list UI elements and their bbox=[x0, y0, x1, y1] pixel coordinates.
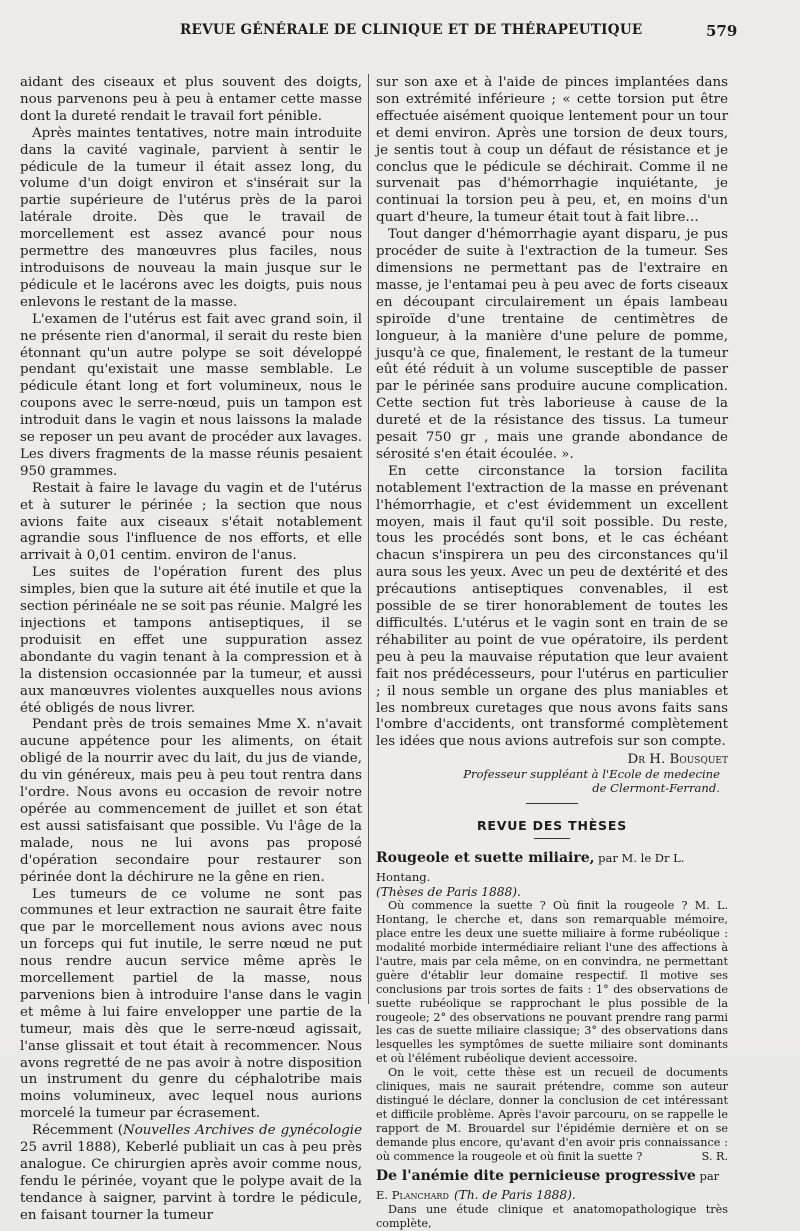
left-column bbox=[20, 75, 362, 1225]
review-byline: par E. bbox=[376, 1169, 720, 1203]
review-title: Rougeole et suette miliaire, bbox=[376, 850, 595, 867]
paragraph: Les suites de l'opération furent des plus simples, bien que la suture ait été inutile et que la section périnéale ne se soit pas réunie. Malgré les injections et tampons antiseptiques, il se produisit en effet une suppuration assez abondante du vagin tenant à la compression et à la distension occasionnée par la tumeur, et aussi aux manœuvres violentes auxquelles nous avions été obligés de nous livrer. bbox=[20, 565, 362, 716]
review-source: (Th. de Paris 1888). bbox=[453, 1188, 576, 1203]
page-number: 579 bbox=[706, 22, 738, 40]
paragraph: Tout danger d'hémorrhagie ayant disparu, je pus procéder de suite à l'extraction de la tumeur. Ses dimensions ne permettant pas de l'extraire en masse, je l'entamai peu à peu avec de forts ciseaux en découpant circulairement un épais lambeau spiroïde d'une trentaine de centimètres de longueur, à la manière d'une pelure de pomme, jusqu'à ce que, finalement, le restant de la tumeur eût été réduit à un volume susceptible de passer par le périnée sans produire aucune complication. Cette section fut très laborieuse à cause de la dureté et de la résistance des tissus. La tumeur pesait 750 gr , mais une grande abondance de sérosité s'en était écoulée. ». bbox=[376, 227, 728, 462]
section-title: REVUE DES THÈSES bbox=[476, 818, 628, 834]
thesis-review bbox=[376, 1165, 728, 1231]
author-name: Dr H. Bousquet bbox=[627, 752, 728, 768]
running-header bbox=[0, 22, 800, 44]
review-initials: S. R. bbox=[701, 1149, 728, 1163]
author-signature bbox=[376, 751, 728, 768]
review-heading bbox=[376, 847, 728, 899]
paragraph: aidant des ciseaux et plus souvent des doigts, nous parvenons peu à peu à entamer cette masse dont la dureté rendait le travail fort pénible. bbox=[20, 75, 362, 124]
text-run: Récemment ( bbox=[32, 1123, 123, 1139]
thesis-review bbox=[376, 847, 728, 1163]
affiliation-line: Professeur suppléant à l'Ecole de medecine bbox=[463, 767, 720, 782]
paragraph bbox=[376, 1066, 728, 1163]
author-affiliation bbox=[376, 768, 728, 795]
paragraph bbox=[20, 1123, 362, 1224]
paragraph: En cette circonstance la torsion facilita notablement l'extraction de la masse en prévenant l'hémorrhagie, et c'est évidemment un excellent moyen, mais il faut qu'il soit possible. Du reste, tous les procédés sont bons, et le cas échéant chacun s'inspirera un peu des circonstances qu'il aura sous les yeux. Avec un peu de dextérité et des précautions antiseptiques convenables, il est possible de se tirer honorablement de toutes les difficultés. L'utérus et le vagin sont en train de se réhabiliter au point de vue opératoire, ils perdent peu à peu la mauvaise réputation que leur avaient fait nos prédécesseurs, pour l'utérus en particulier ; il nous semble un organe des plus maniables et les nombreux curetages que nous avons faits sans l'ombre d'accidents, ont transformé complètement les idées que nous avions autrefois sur son compte. bbox=[376, 463, 728, 750]
paragraph: Dans une étude clinique et anatomopathologique très complète, bbox=[376, 1203, 728, 1231]
ornamental-rule bbox=[526, 799, 578, 804]
text-run: On le voit, cette thèse est un recueil de documents cliniques, mais ne saurait prétendre, comme son auteur distingué le déclare, donner la conclusion de cet intéressant et difficile problème. Après l'avoir parcouru, on se rappelle le rapport de M. Brouardel sur l'épidémie dernière et on se demande plus encore, qu'avant d'en avoir pris connaissance : où commence la rougeole et où finit la suette ? bbox=[376, 1066, 728, 1163]
paragraph: Restait à faire le lavage du vagin et de l'utérus et à suturer le périnée ; la section que nous avions faite aux ciseaux s'était notablement agrandie sous l'influence de nos efforts, et elle arrivait à 0,01 centim. environ de l'anus. bbox=[20, 480, 362, 564]
running-title: REVUE GÉNÉRALE DE CLINIQUE ET DE THÉRAPEUTIQUE bbox=[180, 22, 643, 38]
journal-reference: Nouvelles Archives de gynécologie bbox=[123, 1123, 362, 1139]
review-author: Planchard bbox=[391, 1188, 449, 1203]
paragraph: L'examen de l'utérus est fait avec grand soin, il ne présente rien d'anormal, il serait du reste bien étonnant qu'un autre polype se soit développé pendant qu'existait une masse semblable. Le pédicule étant long et fort volumineux, nous le coupons avec le serre-nœud, puis un tampon est introduit dans le vagin et nous laissons la malade se reposer un peu avant de procéder aux lavages. Les divers fragments de la masse réunis pesaient 950 grammes. bbox=[20, 311, 362, 479]
review-title: De l'anémie dite pernicieuse progressive bbox=[376, 1168, 696, 1185]
review-body bbox=[376, 1203, 728, 1231]
text-run: 25 avril 1888), Keberlé publiait un cas à peu près analogue. Ce chirurgien après avoir comme nous, fendu le périnée, voyant que le polype avait de la tendance à saigner, parvint à tordre le pédicule, en faisant tourner la tumeur bbox=[20, 1140, 362, 1223]
paragraph: Les tumeurs de ce volume ne sont pas communes et leur extraction ne saurait être faite que par le morcellement nous avions avec nous un forceps qui fut inutile, le serre nœud ne put nous rendre aucun service même après le morcellement partiel de la masse, nous parvenions bien à introduire l'anse dans le vagin et même à lui faire envelopper une partie de la tumeur, mais dès que le serre-nœud agissait, l'anse glissait et tout était à recommencer. Nous avons regretté de ne pas avoir à notre disposition un instrument du genre du céphalotribe mais moins volumineux, avec lequel nous aurions morcelé la tumeur par écrasement. bbox=[20, 886, 362, 1122]
review-byline: par M. le Dr L. Hontang. bbox=[376, 851, 685, 885]
paragraph: Pendant près de trois semaines Mme X. n'avait aucune appétence pour les aliments, on était obligé de la nourrir avec du lait, du jus de viande, du vin généreux, mais peu à peu tout rentra dans l'ordre. Nous avons eu occasion de revoir notre opérée au commencement de juillet et son état est aussi satisfaisant que possible. Vu l'âge de la malade, nous ne lui avons pas proposé d'opération secondaire pour restaurer son périnée dont la déchirure ne la gêne en rien. bbox=[20, 717, 362, 885]
right-column bbox=[376, 75, 728, 1231]
review-body bbox=[376, 899, 728, 1163]
paragraph: Après maintes tentatives, notre main introduite dans la cavité vaginale, parvient à sentir le pédicule de la tumeur il était assez long, du volume d'un doigt environ et s'insérait sur la partie supérieure de l'utérus près de la paroi latérale droite. Dès que le travail de morcellement est assez avancé pour nous permettre des manœuvres plus faciles, nous introduisons de nouveau la main jusque sur le pédicule et le lacérons avec les doigts, puis nous enlevons le restant de la masse. bbox=[20, 125, 362, 310]
review-heading bbox=[376, 1165, 728, 1203]
paragraph: Où commence la suette ? Où finit la rougeole ? M. L. Hontang, le cherche et, dans son remarquable mémoire, place entre les deux une suette miliaire à forme rubéolique : modalité morbide intermédiaire reliant l'une des affections à l'autre, mais par cela même, on en convindra, ne permettant guère d'établir leur domaine respectif. Il motive ses conclusions par trois sortes de faits : 1° des observations de suette rubéolique se rapprochant le plus possible de la rougeole; 2° des observations ne pouvant prendre rang parmi les cas de suette miliaire classique; 3° des observations dans lesquelles les symptômes de suette miliaire sont dominants et où l'élément rubéolique devient accessoire. bbox=[376, 899, 728, 1066]
affiliation-line: de Clermont-Ferrand. bbox=[592, 780, 720, 795]
ornamental-rule bbox=[534, 835, 570, 839]
review-source: (Thèses de Paris 1888). bbox=[376, 885, 521, 900]
column-divider bbox=[368, 74, 369, 1004]
paragraph: sur son axe et à l'aide de pinces implantées dans son extrémité inférieure ; « cette torsion put être effectuée aisément quoique lentement pour un tour et demi environ. Après une torsion de deux tours, je sentis tout à coup un défaut de résistance et je conclus que le pédicule se déchirait. Comme il ne survenait pas d'hémorrhagie inquiétante, je continuai la torsion peu à peu, et, en moins d'un quart d'heure, la tumeur était tout à fait libre… bbox=[376, 75, 728, 226]
